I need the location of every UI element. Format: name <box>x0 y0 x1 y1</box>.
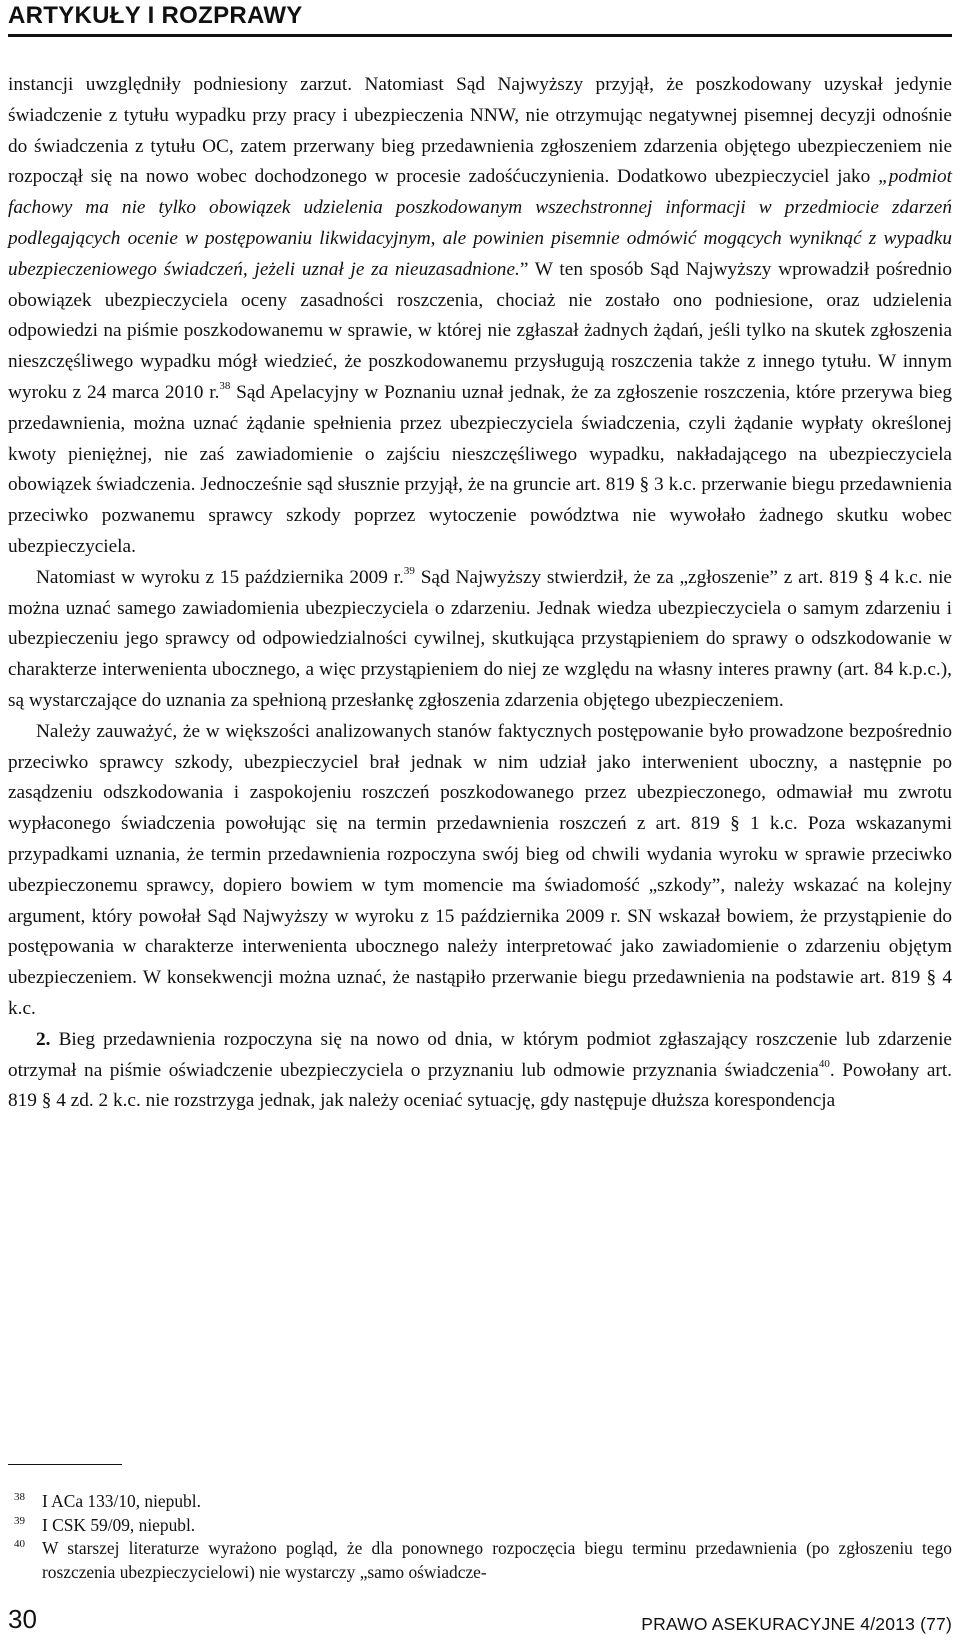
footnote-40 <box>8 1537 952 1584</box>
footnotes <box>8 1490 952 1584</box>
footnote-text: I ACa 133/10, niepubl. <box>42 1491 201 1511</box>
paragraph-4-text-a: Bieg przedawnienia rozpoczyna się na nowo od dnia, w którym podmiot zgłaszający roszczenie lub zdarzenie otrzymał na piśmie oświadczenie ubezpieczyciela o przyznaniu lub odmowie przyznania świadczenia <box>8 1028 952 1081</box>
footnote-number: 40 <box>14 1538 25 1550</box>
header-rule <box>8 34 952 37</box>
footnote-ref-40[interactable]: 40 <box>818 1057 830 1070</box>
journal-name: PRAWO ASEKURACYJNE 4/2013 (77) <box>641 1614 952 1634</box>
footnote-text: I CSK 59/09, niepubl. <box>42 1514 196 1535</box>
footnote-ref-38[interactable]: 38 <box>219 379 231 392</box>
paragraph-1 <box>8 70 952 563</box>
section-number: 2. <box>36 1028 51 1050</box>
section-header: ARTYKUŁY I ROZPRAWY <box>8 2 303 29</box>
footnote-38 <box>8 1490 952 1514</box>
footnote-text: W starszej literaturze wyrażono pogląd, że dla ponownego rozpoczęcia biegu terminu przedawnienia (po zgłoszeniu tego roszczenia ubezpieczycielowi) nie wystarczy „samo oświadcze- <box>42 1538 952 1582</box>
footnote-ref-39[interactable]: 39 <box>403 564 415 577</box>
paragraph-4 <box>8 1025 952 1117</box>
footnote-39 <box>8 1514 952 1538</box>
paragraph-3: Należy zauważyć, że w większości analizowanych stanów faktycznych postępowanie było prowadzone bezpośrednio przeciwko sprawcy szkody, ubezpieczyciel brał jednak w nim udział jako interwenient uboczny, a następnie po zasądzeniu odszkodowania i zaspokojeniu roszczeń poszkodowanego przez ubezpieczonego, odmawiał mu zwrotu wypłaconego świadczenia powołując się na termin przedawnienia roszczeń z art. 819 § 1 k.c. Poza wskazanymi przypadkami uznania, że termin przedawnienia rozpoczyna swój bieg od chwili wydania wyroku w sprawie przeciwko ubezpieczonemu sprawcy, dopiero bowiem w tym momencie ma świadomość „szkody”, należy wskazać na kolejny argument, który powołał Sąd Najwyższy w wyroku z 15 października 2009 r. SN wskazał bowiem, że przystąpienie do postępowania w charakterze interwenienta ubocznego należy interpretować jako zawiadomienie o zdarzeniu objętym ubezpieczeniem. W konsekwencji można uznać, że nastąpiło przerwanie biegu przedawnienia na podstawie art. 819 § 4 k.c. <box>8 720 952 1019</box>
quote-text: „podmiot fachowy ma nie tylko obowiązek udzielenia poszkodowanym wszechstronnej informacji w przedmiocie zdarzeń podlegających ocenie w postępowaniu likwidacyjnym, ale powinien pisemnie odmówić mogących wyniknąć z wypadku ubezpieczeniowego świadczeń, jeżeli uznał je za nieuzasadnione. <box>8 166 952 280</box>
paragraph-1-text-c: Sąd Apelacyjny w Poznaniu uznał jednak, że za zgłoszenie roszczenia, które przerywa bieg przedawnienia, można uznać żądanie spełnienia przez ubezpieczyciela świadczenia, czyli żądanie wypłaty określonej kwoty pieniężnej, nie zaś zawiadomienie o zajściu nieszczęśliwego wypadku, nakładającego na ubezpieczyciela obowiązek świadczenia. Jednocześnie sąd słusznie przyjął, że na gruncie art. 819 § 3 k.c. przerwanie biegu przedawnienia przeciwko pozwanemu sprawcy szkody poprzez wytoczenie powództwa nie wywołało żadnego skutku wobec ubezpieczyciela. <box>8 381 952 557</box>
paragraph-2 <box>8 563 952 717</box>
footnote-rule <box>8 1464 122 1465</box>
paragraph-4-text-b: . Powołany art. 819 § 4 zd. 2 k.c. nie rozstrzyga jednak, jak należy oceniać sytuację, gdy następuje dłuższa korespondencja <box>8 1059 952 1112</box>
footnote-number: 39 <box>14 1514 25 1527</box>
page-number: 30 <box>8 1604 37 1634</box>
paragraph-2-text-a: Natomiast w wyroku z 15 października 2009 r. <box>36 566 404 588</box>
footnote-number: 38 <box>14 1491 25 1503</box>
paragraph-2-text-b: Sąd Najwyższy stwierdził, że za „zgłoszenie” z art. 819 § 4 k.c. nie można uznać samego zawiadomienia ubezpieczyciela o zdarzeniu. Jednak wiedza ubezpieczyciela o samym zdarzeniu i ubezpieczeniu jego sprawcy od odpowiedzialności cywilnej, skutkująca przystąpieniem do sprawy o odszkodowanie w charakterze interwenienta ubocznego, a więc przystąpieniem do niej ze względu na własny interes prawny (art. 84 k.p.c.), są wystarczające do uznania za spełnioną przesłankę zgłoszenia zdarzenia objętego ubezpieczeniem. <box>8 566 952 711</box>
paragraph-1-text-a: instancji uwzględniły podniesiony zarzut. Natomiast Sąd Najwyższy przyjął, że poszkodowany uzyskał jedynie świadczenie z tytułu wypadku przy pracy i ubezpieczenia NNW, nie otrzymując negatywnej pisemnej decyzji odnośnie do świadczenia z tytułu OC, zatem przerwany bieg przedawnienia zgłoszeniem zdarzenia objętego ubezpieczeniem nie rozpoczął się na nowo wobec dochodzonego w procesie zadośćuczynienia. Dodatkowo ubezpieczyciel jako <box>8 74 952 188</box>
paragraph-1-text-b: ” W ten sposób Sąd Najwyższy wprowadził pośrednio obowiązek ubezpieczyciela oceny zasadności roszczenia, chociaż nie zostało ono podniesione, oraz udzielenia odpowiedzi na piśmie poszkodowanemu w sprawie, w której nie zgłaszał żadnych żądań, jeśli tylko na skutek zgłoszenia nieszczęśliwego wypadku mógł wiedzieć, że poszkodowanemu przysługują roszczenia także z innego tytułu. W innym wyroku z 24 marca 2010 r. <box>8 258 952 403</box>
body-text <box>8 70 952 1117</box>
